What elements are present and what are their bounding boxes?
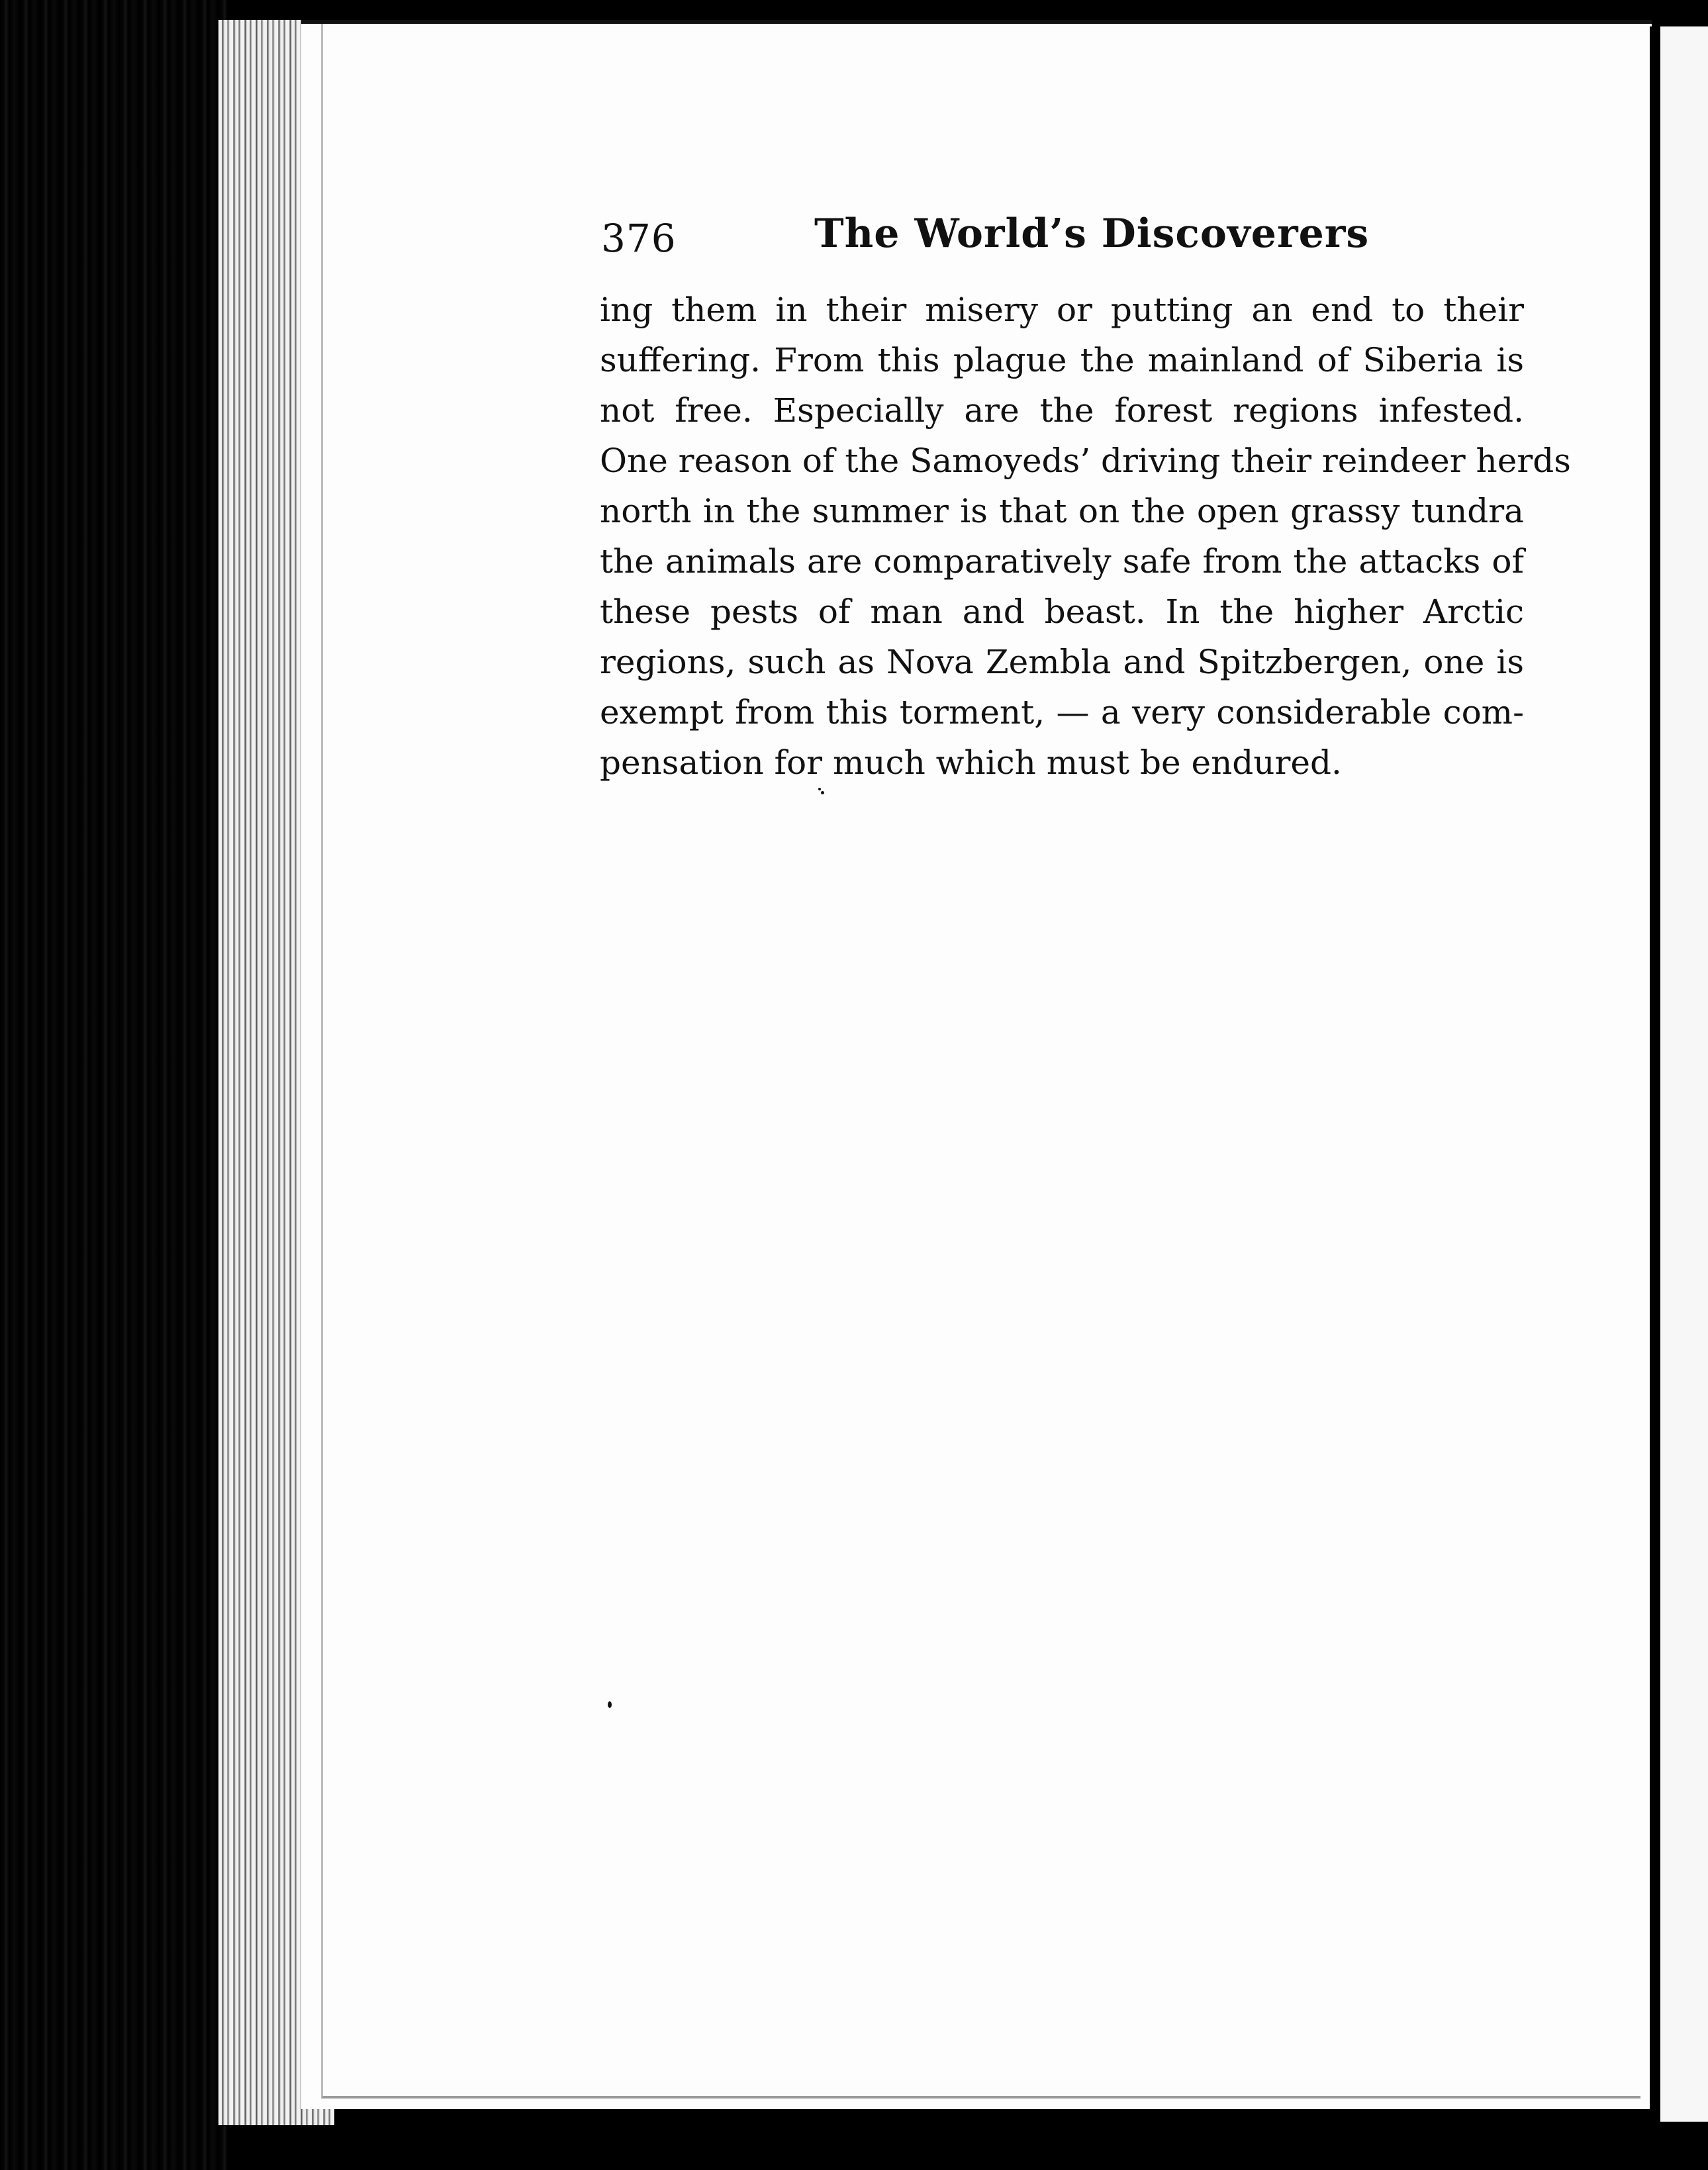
text-line: regions, such as Nova Zembla and Spitzbergen, one is [600, 643, 1524, 681]
text-line: these pests of man and beast. In the higher Arctic [600, 592, 1524, 631]
book-title: The World’s Discoverers [814, 211, 1370, 257]
facing-page-edge [1650, 26, 1708, 2122]
book-spine-shadow [0, 0, 228, 2170]
text-line: pensation for much which must be endured. [600, 743, 1342, 782]
scan-speck [818, 788, 821, 790]
text-line: One reason of the Samoyeds’ driving their reindeer herds [600, 442, 1571, 480]
scan-speck [821, 791, 824, 794]
running-head [601, 211, 1521, 263]
text-line: the animals are comparatively safe from the attacks of [600, 542, 1524, 581]
text-line: suffering. From this plague the mainland of Siberia is [600, 341, 1524, 379]
page-number: 376 [601, 216, 677, 261]
scan-speck [608, 1701, 612, 1708]
body-paragraph [600, 285, 1571, 788]
text-line: exempt from this torment, — a very considerable com- [600, 693, 1524, 731]
text-line: not free. Especially are the forest regions infested. [600, 391, 1524, 430]
text-line: ing them in their misery or putting an end to their [600, 291, 1524, 329]
text-line: north in the summer is that on the open grassy tundra [600, 492, 1524, 530]
